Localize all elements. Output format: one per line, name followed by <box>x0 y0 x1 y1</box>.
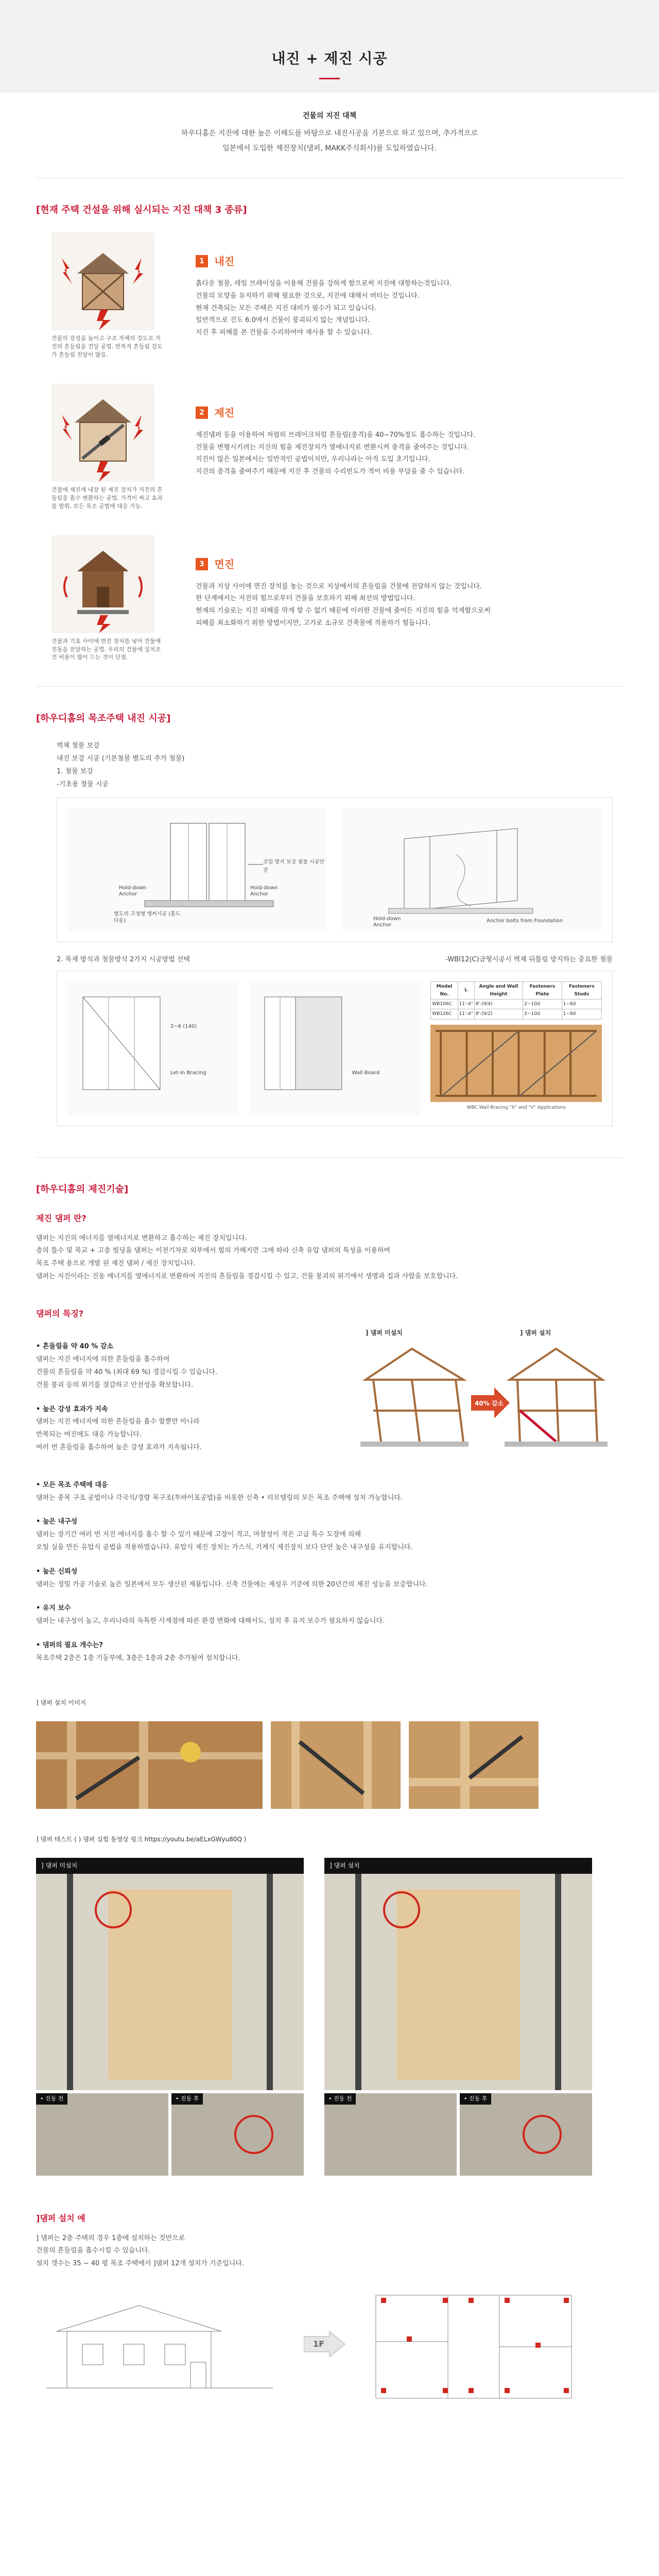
feature-line: 댐퍼는 장기간 여러 번 지진 에너지를 흡수 할 수 있기 때문에 고장이 적고, 마찰성이 적은 고급 특수 도장에 의해 <box>36 1531 361 1539</box>
method-line: 현재의 기술로는 지진 피해를 막게 할 수 없기 때문에 이러한 건물에 줄어든 지진의 힘을 억제함으로써 <box>196 607 491 615</box>
divider <box>36 1157 623 1158</box>
anchor-diagram <box>342 808 602 931</box>
diagram-label: Hold-down Anchor <box>373 916 401 928</box>
table-header: L <box>458 982 474 999</box>
floor-label: 1F <box>313 2339 325 2349</box>
feature-line: 건물의 흔들림을 약 40 % (최대 69 %) 경감시킬 수 있습니다. <box>36 1368 217 1376</box>
let-in-bracing-diagram <box>67 981 239 1115</box>
wbc-frame-image <box>430 1025 602 1102</box>
table-header: Fasteners Plate <box>523 982 562 999</box>
section2-line: -기초용 철물 시공 <box>57 780 109 788</box>
before-label: • 진동 전 <box>324 2093 356 2105</box>
method-name: 면진 <box>214 557 235 570</box>
install-gallery <box>36 1721 623 1809</box>
feature-line: 댐퍼는 내구성이 높고, 우리나라의 독특한 사계절에 따른 환경 변화에 대해서도, 설치 후 유지 보수가 필요하지 않습니다. <box>36 1617 385 1625</box>
feature-item <box>36 1603 623 1627</box>
table-row <box>431 1009 602 1019</box>
section2-line: 내진 보강 시공 (기본철물 별도의 추가 철물) <box>57 755 185 762</box>
after-thumb[interactable] <box>460 2093 592 2176</box>
table-header: Model No. <box>431 982 458 999</box>
feature-heading: • 유지 보수 <box>36 1604 71 1613</box>
install-photo <box>409 1721 539 1809</box>
feature-line: 목조주택 2층은 1층 기둥부에, 3층은 1층과 2층 추가될여 설치합니다. <box>36 1654 240 1662</box>
after-label: • 진동 후 <box>171 2093 203 2105</box>
feature-heading: • 높은 내구성 <box>36 1518 78 1526</box>
feature-item <box>36 1342 324 1391</box>
intro-heading: 건물의 지진 대책 <box>302 112 357 120</box>
diagram-label: 2~6 (140) <box>170 1024 197 1030</box>
method-number: 3 <box>196 558 208 570</box>
damper-what-line: 층의 틀수 및 목교 + 고층 빌딩을 댐퍼는 이전기차로 외부에서 힘의 가해지면 그에 따라 신축 유압 댐퍼의 특성을 이용하여 <box>36 1247 391 1255</box>
video-frame[interactable] <box>36 1874 304 2090</box>
feature-item <box>36 1567 623 1590</box>
damper-features-title: 댐퍼의 특징? <box>36 1308 84 1318</box>
install-image-title: ] 댐퍼 설치 이미지 <box>36 1699 86 1706</box>
feature-line: 댐퍼는 정밀 가공 기술로 높은 일본에서 모두 생산된 제품입니다. 신축 건물에는 제성우 기준에 의한 20년간의 제진 성능을 보증합니다. <box>36 1580 428 1588</box>
table-cell: 11'-4" <box>458 999 474 1009</box>
feature-heading: • 흔들림을 약 40 % 감소 <box>36 1343 113 1351</box>
section2-line: 1. 철물 보강 <box>57 767 93 775</box>
caption-right: -WBI12(C)금형시공시 벽체 뒤틀림 방지하는 중요한 철물 <box>445 956 613 964</box>
method-number: 2 <box>196 406 208 419</box>
damper-comparison <box>345 1328 623 1462</box>
wbc-caption: WBC Wall Bracing "X" and "V" Applications <box>466 1105 566 1110</box>
table-cell: 1~8d <box>562 1009 601 1019</box>
table-header: Angle and Wall Height <box>474 982 523 999</box>
method-line: 건물의 모양을 유지하기 위해 필요한 것으로, 지진에 대해서 버티는 것입니다. <box>196 292 420 300</box>
seismic-illustration <box>51 232 154 330</box>
diagram-label: Anchor bolts from Foundation <box>487 918 563 924</box>
damper-what-line: 목조 주택 용으로 개발 된 제진 댐퍼 / 제진 장치입니다. <box>36 1260 196 1268</box>
section3-title: [하우디홈의 제진기술] <box>36 1184 129 1195</box>
compare-before-label: ] 댐퍼 미설치 <box>366 1329 403 1337</box>
example-line: 설치 갯수는 35 ~ 40 평 목조 주택에서 ]댐퍼 12개 설치가 기준입니다. <box>36 2260 245 2268</box>
after-label: • 진동 후 <box>460 2093 491 2105</box>
method-name: 내진 <box>214 255 235 267</box>
house-elevation-drawing <box>36 2295 283 2393</box>
video-with-damper[interactable] <box>324 1858 592 2176</box>
feature-heading: • 높은 강성 효과가 지속 <box>36 1405 108 1413</box>
video-no-damper[interactable] <box>36 1858 304 2176</box>
before-thumb[interactable] <box>36 2093 168 2176</box>
after-thumb[interactable] <box>171 2093 304 2176</box>
table-cell: 1~8d <box>562 999 601 1009</box>
damping-caption: 건물에 제진재 내장 된 제진 장치가 지진의 흔들림을 흡수 변환하는 공법. 가격이 싸고 효과를 발휘, 모든 목조 공법에 대응 가능. <box>51 486 163 510</box>
table-header: Fasteners Studs <box>562 982 601 999</box>
wbc-bracing-table <box>430 981 602 1115</box>
method-line: 지진의 충격을 줄여주기 때문에 지진 후 건물의 수리빈도가 적어 비용 부담을 줄 수 있습니다. <box>196 468 465 476</box>
video-header: ] 댐퍼 설치 <box>324 1858 592 1874</box>
test-title: ] 댐퍼 테스트 ( ) 댐퍼 실험 동영상 링크 https://youtu.be/aELxGWyu80Q ) <box>36 1835 247 1843</box>
method-damping <box>36 384 623 511</box>
table-cell: 2~10d <box>523 1009 562 1019</box>
title-underline <box>319 78 340 79</box>
feature-item <box>36 1404 324 1453</box>
damping-illustration <box>51 384 154 482</box>
before-thumb[interactable] <box>324 2093 457 2176</box>
diagram-label: Let-In Bracing <box>170 1070 206 1076</box>
feature-heading: • 모든 목조 주택에 대응 <box>36 1481 108 1489</box>
intro-block <box>0 93 659 178</box>
damper-what-line: 댐퍼는 지진이라는 진동 에너지를 열에너지로 변환하여 지진의 흔들림을 경감시킬 수 있고, 건물 붕괴의 위기에서 생명과 집과 사람을 보호합니다. <box>36 1272 458 1280</box>
method-line: 지진 후 피해를 본 건물을 수리하여야 재사용 할 수 있습니다. <box>196 329 372 337</box>
table-cell: 8'-(9/4) <box>474 999 523 1009</box>
feature-heading: • 높은 신뢰성 <box>36 1567 78 1575</box>
install-photo <box>36 1721 263 1809</box>
isolation-illustration <box>51 535 154 633</box>
intro-line-2: 일본에서 도입한 제진장치(댐퍼, MAKK주식회사)를 도입하였습니다. <box>222 144 437 152</box>
method-line: 건물과 지상 사이에 면진 장치를 놓는 것으로 지상에서의 흔들림을 건물에 전달하지 않는 것입니다. <box>196 582 482 590</box>
method-line: 현재 건축되는 모든 주택은 지진 대비가 필수가 되고 있습니다. <box>196 304 377 312</box>
diagram-label: 코일 방지 보강 철물 시공안전 <box>263 859 324 874</box>
diagram-label: Wall Board <box>352 1070 380 1076</box>
section2-line: 벽체 철물 보강 <box>57 742 100 750</box>
diagram-label: 별도의 고정형 앵커시공 (홀드다운) <box>114 911 181 924</box>
compare-after-label: ] 댐퍼 설치 <box>520 1329 551 1337</box>
bracing-panel <box>57 971 613 1126</box>
isolation-caption: 건물과 기초 사이에 면진 장치를 넣어 건물에 진동을 전달하는 공법. 우리의 건물에 설치조건 비용이 많이 드는 것이 단점. <box>51 637 161 661</box>
feature-line: 오일 실을 만든 유압식 공법을 적용하였습니다. 유압식 제진 장치는 가스식, 기계식 제진장치 보다 단연 높은 내구성을 유지합니다. <box>36 1543 413 1551</box>
method-number: 1 <box>196 255 208 267</box>
video-frame[interactable] <box>324 1874 592 2090</box>
method-seismic <box>36 232 623 359</box>
divider <box>36 686 623 687</box>
video-header: ] 댐퍼 미설치 <box>36 1858 304 1874</box>
table-row <box>431 999 602 1009</box>
floor-arrow <box>304 2331 345 2357</box>
feature-item <box>36 1480 623 1504</box>
feature-heading: • 댐퍼의 필요 개수는? <box>36 1641 103 1649</box>
example-line: 건물의 흔들림을 흡수시킬 수 있습니다. <box>36 2247 150 2255</box>
method-line: 일반적으로 진도 6.0에서 건물이 붕괴되지 않는 개념입니다. <box>196 316 370 325</box>
method-line: 제진댐퍼 등을 이용하여 저렴히 브레이크처럼 흔들림(충격)을 40~70%정도 흡수하는 것입니다. <box>196 431 476 439</box>
feature-line: 댐퍼는 지진 에너지에 의한 흔들림을 흡수하여 <box>36 1355 170 1364</box>
compare-arrow-label: 40% 감소 <box>475 1400 504 1408</box>
table-cell: 2~10d <box>523 999 562 1009</box>
floor-plan-drawing <box>366 2285 582 2403</box>
method-name: 제진 <box>214 406 235 419</box>
example-title: ]댐퍼 설치 예 <box>36 2213 85 2224</box>
table-cell: 11'-4" <box>458 1009 474 1019</box>
table-cell: WB106C <box>431 999 458 1009</box>
table-cell: 8'-(9/2) <box>474 1009 523 1019</box>
method-line: 한 단계에서는 지진의 힘으로부터 건물을 보호하기 위해 최선의 방법입니다. <box>196 595 415 603</box>
feature-line: 댐퍼는 종목 구조 공법이나 각국식/경량 목구조(투바이포공법)을 비롯한 신축 • 리모델링의 모든 목조 주택에 설치 가능합니다. <box>36 1494 403 1502</box>
bracing-table <box>430 981 602 1020</box>
diagram-label: Hold-down Anchor <box>250 885 278 897</box>
wall-board-diagram <box>249 981 421 1115</box>
table-cell: WB126C <box>431 1009 458 1019</box>
method-line: 흙다운 철물, 레일 브레이싱을 이용해 건물을 강하게 함으로써 지진에 대항하는것입니다. <box>196 279 452 287</box>
method-line: 지진이 많은 일본에서는 일반적인 공법이지만, 우리나라는 아직 도입 초기입니다. <box>196 455 430 464</box>
feature-line: 댐퍼는 지진 에너지에 의한 흔들림을 흡수 할뿐만 아니라 <box>36 1418 200 1426</box>
hold-down-diagram <box>67 808 327 931</box>
page-title: 내진 + 제진 시공 <box>271 50 388 67</box>
hero-banner <box>0 0 659 93</box>
intro-line-1: 하우디홈은 지진에 대한 높은 이해도를 바탕으로 내진시공을 기본으로 하고 있으며, 추가적으로 <box>181 129 478 138</box>
feature-line: 건물 붕괴 등의 위기를 절감하고 안전성을 확보합니다. <box>36 1381 194 1389</box>
feature-item <box>36 1640 623 1664</box>
install-photo <box>271 1721 401 1809</box>
hardware-diagram-panel <box>57 797 613 942</box>
method-line: 건물을 변형시키려는 지진의 힘을 제진장치가 열에너지로 변환시켜 충격을 줄여주는 것입니다. <box>196 443 470 451</box>
method-line: 피해를 최소화하기 위한 방법이지만, 고가로 소규모 건축물에 적용하기 힘듭니다. <box>196 619 430 627</box>
seismic-caption: 건물의 강성을 높이고 구조 자체의 강도로 지진의 흔들림을 견딜 공법. 반복적 흔들림 강도가 흔들림 전달이 많음. <box>51 334 163 358</box>
section2-title: [하우디홈의 목조주택 내진 시공] <box>36 713 171 724</box>
diagram-label: Hold-down Anchor <box>119 885 147 897</box>
caption-left: 2. 목재 방식과 철물방식 2가지 시공방법 선택 <box>57 956 190 964</box>
example-line: ] 댐퍼는 2층 주택의 경우 1층에 설치하는 것만으로 <box>36 2234 185 2242</box>
section1-title: [현재 주택 건설을 위해 실시되는 지진 대책 3 종류] <box>36 205 247 216</box>
damper-what-line: 댐퍼는 지진의 에너지를 열에너지로 변환하고 흡수하는 제진 장치입니다. <box>36 1234 247 1242</box>
feature-line: 여러 번 흔들림을 흡수하여 높은 강성 효과가 지속됩니다. <box>36 1443 202 1451</box>
damper-what-title: 제진 댐퍼 란? <box>36 1213 86 1223</box>
method-isolation <box>36 535 623 662</box>
feature-item <box>36 1517 623 1553</box>
feature-line: 반복되는 여진에도 대응 가능합니다. <box>36 1431 142 1439</box>
before-label: • 진동 전 <box>36 2093 67 2105</box>
